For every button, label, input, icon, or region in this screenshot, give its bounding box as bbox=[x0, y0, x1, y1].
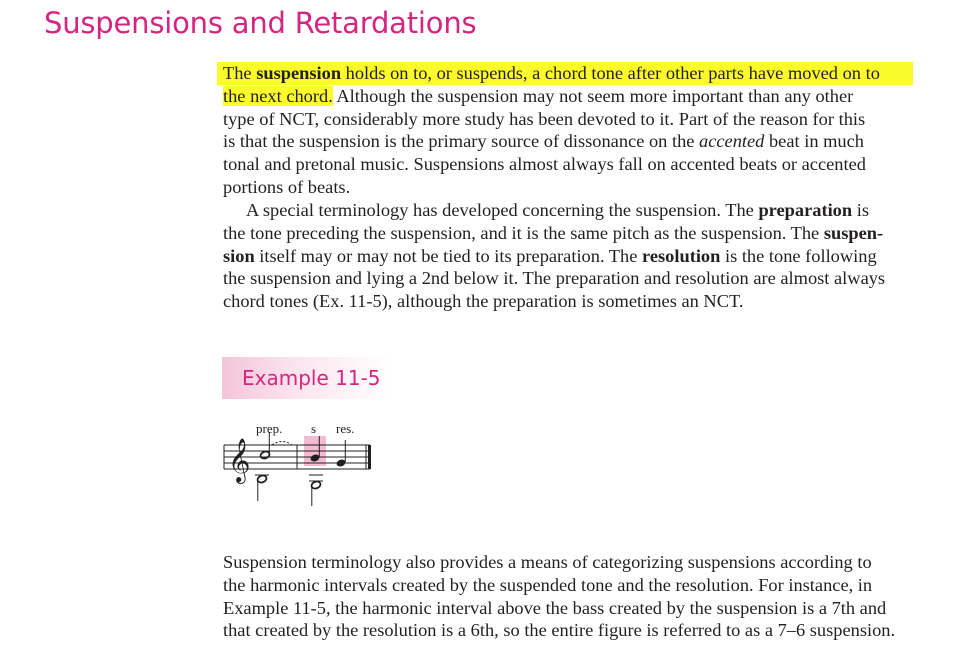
final-barline bbox=[368, 445, 371, 469]
term-suspension: sion bbox=[223, 245, 255, 266]
text-line: type of NCT, considerably more study has been devoted to it. Part of the reason for this bbox=[223, 108, 866, 129]
svg-text:𝄞: 𝄞 bbox=[228, 438, 251, 482]
text-line: is that the suspension is the primary source of dissonance on the accented beat in much bbox=[223, 131, 864, 152]
treble-clef-icon bbox=[228, 438, 250, 484]
example-label bbox=[222, 357, 392, 399]
text-line: the tone preceding the suspension, and it is the same pitch as the suspension. The suspen- bbox=[223, 222, 884, 243]
term-suspension: suspension bbox=[256, 63, 342, 83]
text-line: chord tones (Ex. 11-5), although the preparation is sometimes an NCT. bbox=[223, 291, 744, 312]
emphasis-accented: accented bbox=[699, 131, 765, 152]
label-s: s bbox=[311, 421, 317, 436]
label-res: res. bbox=[336, 421, 355, 436]
paragraph-categorizing bbox=[223, 551, 913, 642]
text-line: Suspension terminology also provides a means of categorizing suspensions according to bbox=[223, 552, 872, 572]
term-preparation: preparation bbox=[758, 200, 853, 220]
paragraph-terminology bbox=[223, 199, 913, 313]
text-line: Example 11-5, the harmonic interval above the bass created by the suspension is a 7th and bbox=[223, 597, 887, 618]
section-heading: Suspensions and Retardations bbox=[44, 6, 477, 40]
text-line: the suspension and lying a 2nd below it. The preparation and resolution are almost always bbox=[223, 268, 886, 289]
tie-dashed bbox=[272, 442, 292, 446]
bass-half-note-2 bbox=[309, 475, 323, 506]
example-label-text: Example 11-5 bbox=[242, 366, 381, 390]
text-line: portions of beats. bbox=[223, 176, 351, 197]
text-line: that created by the resolution is a 6th, so the entire figure is referred to as a 7–6 suspension. bbox=[223, 620, 896, 641]
text-line: the harmonic intervals created by the suspended tone and the resolution. For instance, in bbox=[223, 574, 873, 595]
music-example-staff bbox=[220, 418, 380, 510]
term-resolution: resolution bbox=[642, 245, 721, 266]
resolution-quarter-note bbox=[336, 440, 347, 468]
bass-half-note-1 bbox=[255, 474, 269, 501]
label-prep: prep. bbox=[256, 421, 283, 436]
term-suspension: suspen- bbox=[823, 222, 884, 243]
text-line: sion itself may or may not be tied to its preparation. The resolution is the tone following bbox=[223, 245, 877, 266]
text-line: The suspension holds on to, or suspends, a chord tone after other parts have moved on to bbox=[223, 62, 913, 85]
text-line: the next chord. Although the suspension may not seem more important than any other bbox=[223, 85, 854, 106]
preparation-half-note bbox=[260, 432, 271, 460]
highlighted-text: the next chord. bbox=[223, 85, 333, 106]
text-line: tonal and pretonal music. Suspensions almost always fall on accented beats or accented bbox=[223, 154, 866, 175]
text-line: A special terminology has developed concerning the suspension. The preparation is bbox=[246, 200, 869, 220]
paragraph-suspension-intro bbox=[223, 62, 913, 199]
